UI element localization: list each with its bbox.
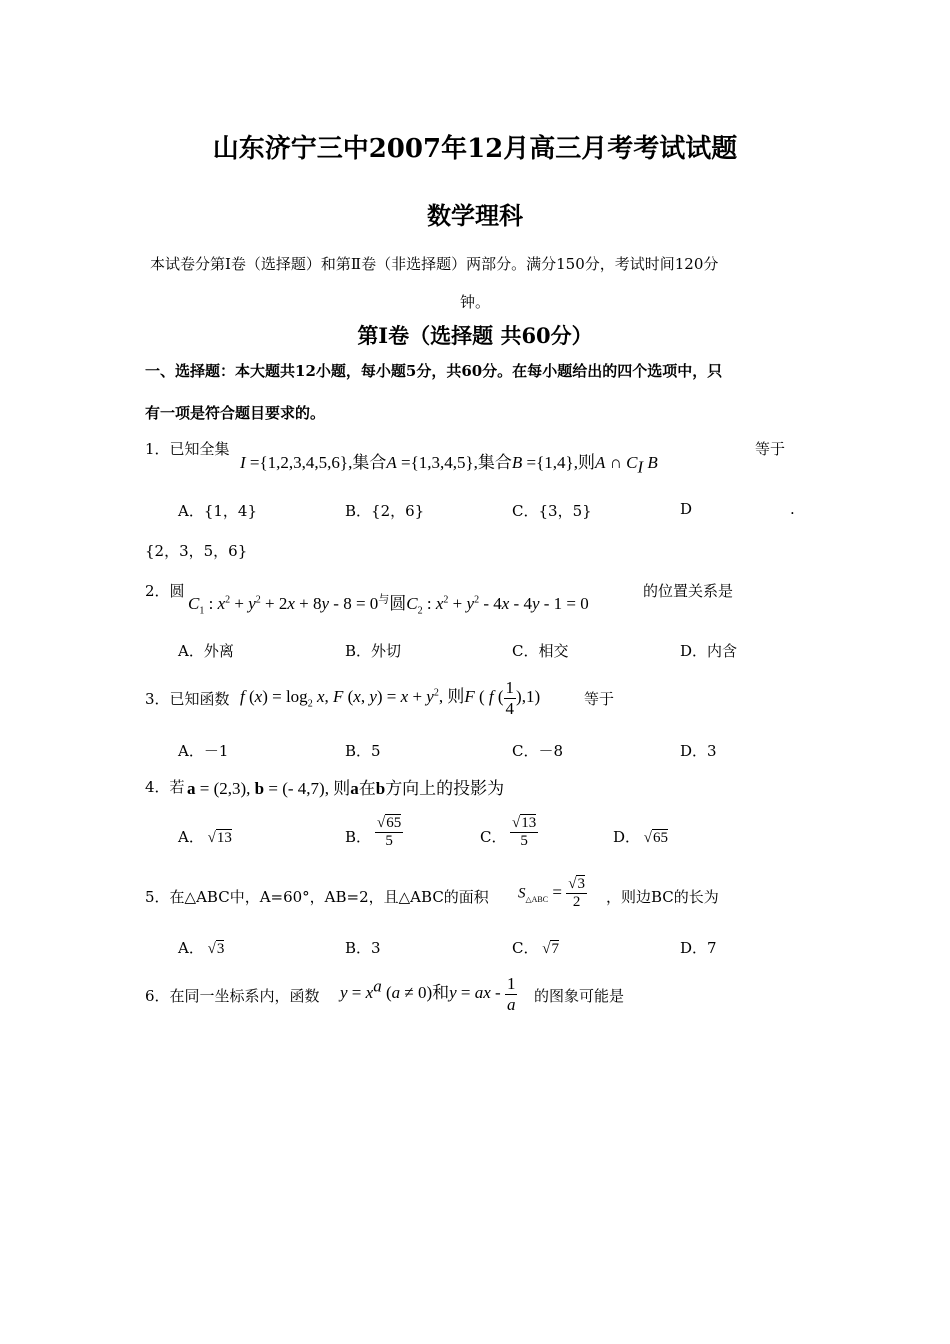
- question-prefix: 已知函数: [169, 690, 230, 708]
- question-3-math: f $(x) = \log_2 x$, F (x, $y) = x + y^2$, 则F ( f ( $\frac{1}{4}$ ),1): [240, 678, 541, 718]
- q4-option-d: D． √65: [613, 828, 669, 846]
- question-4: [145, 776, 185, 797]
- question-number: 6．: [145, 987, 170, 1005]
- q1-option-d-dot: .: [790, 500, 795, 518]
- q4-option-c: C．: [480, 828, 507, 846]
- q2-option-b: B．外切: [345, 642, 402, 660]
- exam-subtitle: 数学理科: [427, 201, 523, 230]
- exam-title: 山东济宁三中2007年12月高三月考考试试题: [212, 134, 738, 164]
- q5-option-a: A． √3: [178, 939, 225, 957]
- question-number: 3．: [145, 690, 170, 708]
- question-2: [145, 580, 185, 601]
- question-5-suffix: ，则边BC的长为: [606, 888, 719, 906]
- q2-option-a: A．外离: [178, 642, 234, 660]
- question-4-math: a = (2,3), b = (- 4,7), 则a在b方向上的投影为: [187, 779, 505, 798]
- question-2-math: $C_1$ : $x^2 + y^2 + 2x + 8y - 8 = 0^与$圆$C_2$ : $x^2 + y^2 - 4x - 4y - 1 = 0$: [188, 593, 589, 617]
- question-2-suffix: 的位置关系是: [643, 582, 734, 600]
- q5-option-b: B．3: [345, 939, 381, 957]
- q3-option-a: A．－1: [178, 742, 229, 760]
- question-prefix: 在同一坐标系内，函数: [169, 987, 320, 1005]
- intro-text-line1: 本试卷分第Ⅰ卷（选择题）和第Ⅱ卷（非选择题）两部分。满分150分，考试时间120分: [150, 255, 719, 273]
- q4-option-a: A． √13: [178, 828, 232, 846]
- q3-option-d: D．3: [680, 742, 717, 760]
- question-6: [145, 985, 320, 1006]
- question-3-suffix: 等于: [584, 690, 615, 708]
- q2-option-d: D．内含: [680, 642, 738, 660]
- question-1-math: I ={1,2,3,4,5,6},集合A ={1,3,4,5},集合B ={1,4},则A ∩ $C_I$ B: [240, 453, 658, 477]
- section-title: 第Ⅰ卷（选择题 共60分）: [357, 323, 593, 348]
- question-number: 5．: [145, 888, 170, 906]
- q3-option-c: C．－8: [512, 742, 564, 760]
- q4-option-c-value: √13 5: [512, 815, 537, 849]
- question-prefix: 在△ABC中，A=60°，AB=2，且△ABC的面积: [169, 888, 489, 906]
- q1-option-d-value: {2，3，5，6}: [145, 542, 248, 560]
- q4-option-b-value: √65 5: [377, 815, 402, 849]
- question-1-suffix: 等于: [755, 440, 786, 458]
- q1-option-b: B．{2，6}: [345, 502, 425, 520]
- question-prefix: 圆: [169, 582, 185, 600]
- question-number: 1．: [145, 440, 170, 458]
- intro-text-line2: 钟。: [460, 293, 491, 311]
- q5-option-c: C． √7: [512, 939, 559, 957]
- q2-option-c: C．相交: [512, 642, 569, 660]
- question-6-math: $y = x^a$ (a ≠ 0)和y = ax - $\frac{1}{a}$: [340, 974, 516, 1014]
- instructions-line2: 有一项是符合题目要求的。: [145, 404, 326, 422]
- question-prefix: 已知全集: [169, 440, 230, 458]
- q1-option-c: C．{3，5}: [512, 502, 592, 520]
- q5-option-d: D．7: [680, 939, 717, 957]
- question-number: 2．: [145, 582, 170, 600]
- question-5: [145, 886, 489, 907]
- question-1: [145, 438, 230, 459]
- instructions-line1: 一、选择题：本大题共12小题，每小题5分，共60分。在每小题给出的四个选项中，只: [145, 362, 723, 380]
- q1-option-a: A．{1，4}: [178, 502, 258, 520]
- question-6-suffix: 的图象可能是: [534, 987, 625, 1005]
- question-number: 4．: [145, 778, 170, 796]
- question-3: [145, 688, 230, 709]
- question-prefix: 若: [169, 778, 185, 796]
- q1-option-d: D: [680, 500, 693, 518]
- q3-option-b: B．5: [345, 742, 381, 760]
- question-5-math: $S_{\triangle ABC}$ = $\frac{√3}{2}$: [518, 876, 585, 911]
- q4-option-b: B．: [345, 828, 372, 846]
